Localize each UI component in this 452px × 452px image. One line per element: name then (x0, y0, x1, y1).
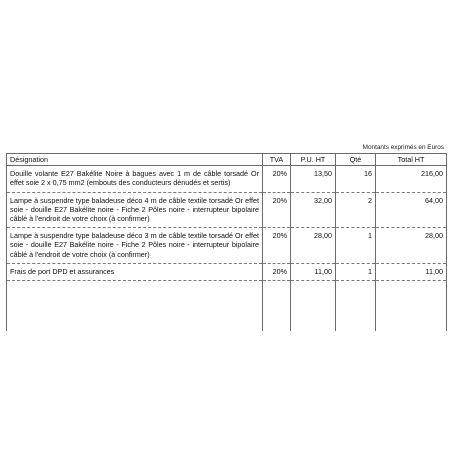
row-total-ht: 216,00 (376, 166, 447, 192)
row-pu-ht: 32,00 (291, 192, 336, 228)
row-tva: 20% (263, 228, 291, 264)
header-pu-ht: P.U. HT (291, 154, 336, 166)
row-tva: 20% (263, 192, 291, 228)
currency-note: Montants exprimés en Euros (362, 144, 444, 151)
header-total-ht: Total HT (376, 154, 447, 166)
row-pu-ht: 28,00 (291, 228, 336, 264)
row-designation: Frais de port DPD et assurances (7, 263, 263, 280)
table-filler-row (7, 281, 447, 332)
filler-cell (263, 281, 291, 332)
filler-cell (291, 281, 336, 332)
row-qte: 2 (336, 192, 376, 228)
filler-cell (336, 281, 376, 332)
row-total-ht: 28,00 (376, 228, 447, 264)
row-qte: 16 (336, 166, 376, 192)
row-pu-ht: 13,50 (291, 166, 336, 192)
header-designation: Désignation (7, 154, 263, 166)
table-row (7, 192, 447, 228)
row-qte: 1 (336, 228, 376, 264)
table-header-row (7, 154, 447, 166)
header-qte: Qté (336, 154, 376, 166)
row-tva: 20% (263, 263, 291, 280)
row-pu-ht: 11,00 (291, 263, 336, 280)
table-row (7, 166, 447, 192)
row-total-ht: 11,00 (376, 263, 447, 280)
row-designation: Douille volante E27 Bakélite Noire à bagues avec 1 m de câble torsadé Or effet soie 2 x 0,75 mm2 (embouts des conducteurs dénudés et sertis) (7, 166, 263, 192)
row-qte: 1 (336, 263, 376, 280)
row-designation: Lampe à suspendre type baladeuse déco 3 m de câble textile torsadé Or effet soie - douille E27 Bakélite noire - Fiche 2 Pôles noire - interrupteur bipolaire câblé à l'endroit de votre choix (à confirmer) (7, 228, 263, 264)
header-tva: TVA (263, 154, 291, 166)
table-row (7, 263, 447, 280)
row-total-ht: 64,00 (376, 192, 447, 228)
invoice-table (6, 153, 447, 331)
filler-cell (7, 281, 263, 332)
row-designation: Lampe à suspendre type baladeuse déco 4 m de câble textile torsadé Or effet soie - douille E27 Bakélite noire - Fiche 2 Pôles noire - interrupteur bipolaire câblé à l'endroit de votre choix (à confirmer) (7, 192, 263, 228)
row-tva: 20% (263, 166, 291, 192)
filler-cell (376, 281, 447, 332)
table-row (7, 228, 447, 264)
